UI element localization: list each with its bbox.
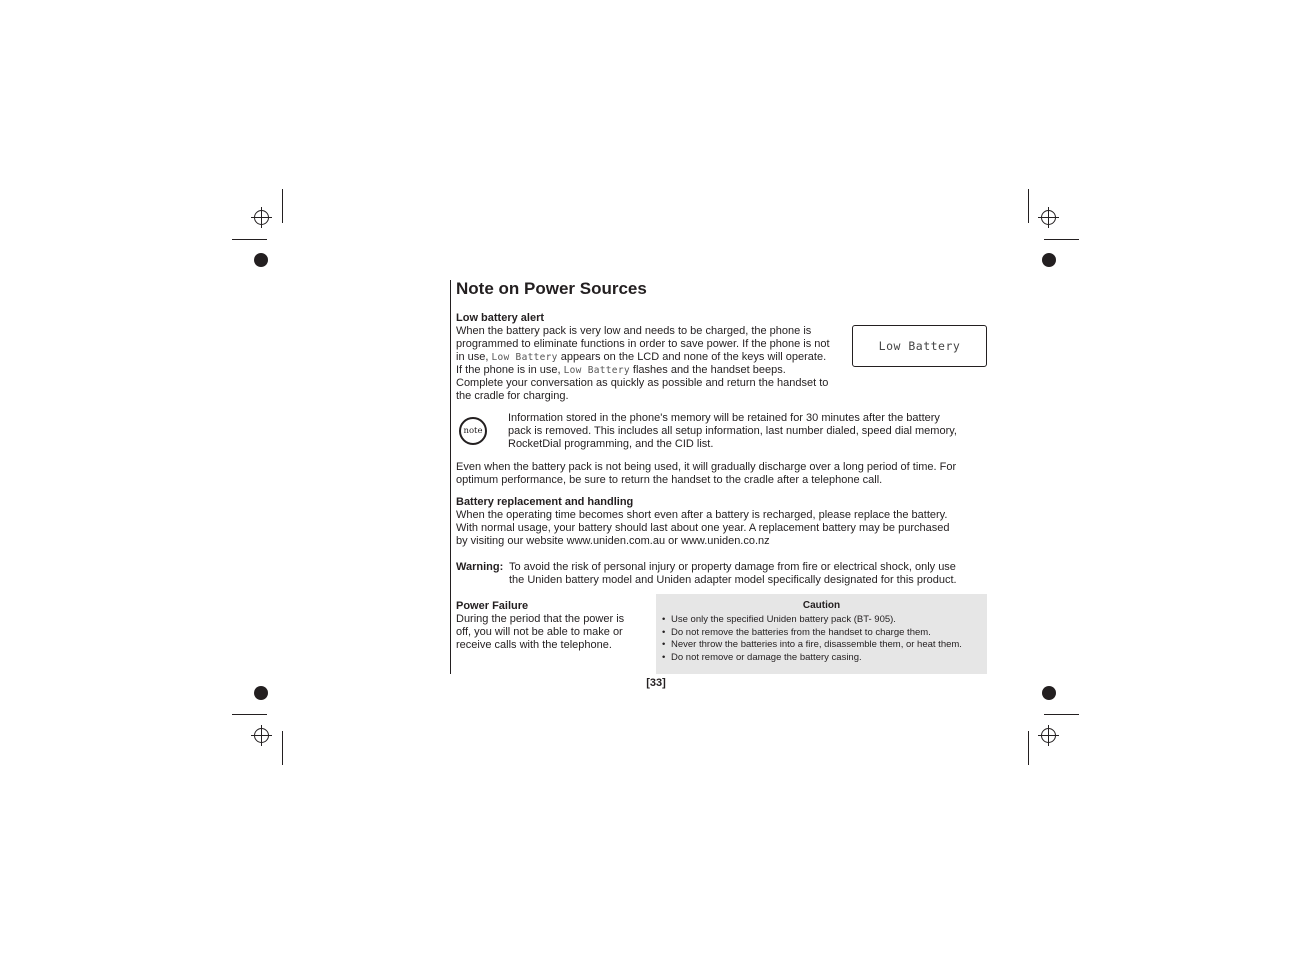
text-line: When the operating time becomes short even after a battery is recharged, please replace the battery.	[456, 509, 948, 521]
text-line: Even when the battery pack is not being used, it will gradually discharge over a long period of time. For	[456, 461, 957, 473]
lcd-inline-text: Low Battery	[491, 352, 558, 363]
text-line: To avoid the risk of personal injury or property damage from fire or electrical shock, only use	[509, 561, 956, 573]
crop-line	[1028, 731, 1029, 765]
note-text	[508, 412, 957, 451]
text-fragment: in use,	[456, 351, 492, 363]
crop-line	[282, 731, 283, 765]
caution-item: • Never throw the batteries into a fire, disassemble them, or heat them.	[662, 639, 987, 652]
low-battery-text	[456, 325, 830, 403]
text-fragment: If the phone is in use,	[456, 364, 564, 376]
registration-dot-icon	[1042, 253, 1056, 267]
text-line: optimum performance, be sure to return the handset to the cradle after a telephone call.	[456, 474, 883, 486]
text-line: RocketDial programming, and the CID list.	[508, 438, 714, 450]
text-fragment: appears on the LCD and none of the keys will operate.	[557, 351, 827, 363]
note-icon	[459, 417, 487, 445]
registration-mark-icon	[1038, 207, 1059, 228]
text-line: by visiting our website www.uniden.com.au or www.uniden.co.nz	[456, 535, 770, 547]
text-line: When the battery pack is very low and needs to be charged, the phone is	[456, 325, 812, 337]
text-line: the Uniden battery model and Uniden adapter model specifically designated for this product.	[509, 574, 957, 586]
warning-text	[509, 561, 957, 587]
caution-box	[656, 594, 987, 674]
page-number: [33]	[646, 677, 666, 689]
lcd-inline-text: Low Battery	[563, 365, 630, 376]
page-rule	[450, 280, 451, 674]
caution-item: • Use only the specified Uniden battery pack (BT- 905).	[662, 614, 987, 627]
caution-list	[656, 614, 987, 664]
crop-line	[232, 714, 267, 715]
crop-line	[232, 239, 267, 240]
lcd-display	[852, 325, 987, 367]
power-failure-heading: Power Failure	[456, 600, 529, 612]
text-line: the cradle for charging.	[456, 390, 569, 402]
low-battery-heading: Low battery alert	[456, 312, 545, 324]
text-line: receive calls with the telephone.	[456, 639, 612, 651]
caution-item: • Do not remove or damage the battery casing.	[662, 652, 987, 665]
text-line: Complete your conversation as quickly as possible and return the handset to	[456, 377, 829, 389]
crop-line	[1044, 239, 1079, 240]
replacement-text	[456, 509, 949, 548]
power-failure-text	[456, 613, 624, 652]
replacement-heading: Battery replacement and handling	[456, 496, 634, 508]
note-icon-label: note	[463, 426, 483, 436]
registration-mark-icon	[1038, 725, 1059, 746]
text-line	[456, 364, 830, 377]
caution-title: Caution	[802, 600, 841, 611]
crop-line	[282, 189, 283, 223]
crop-line	[1028, 189, 1029, 223]
page-title: Note on Power Sources	[456, 279, 647, 298]
registration-mark-icon	[251, 207, 272, 228]
text-line: programmed to eliminate functions in order to save power. If the phone is not	[456, 338, 830, 350]
caution-item: • Do not remove the batteries from the handset to charge them.	[662, 627, 987, 640]
crop-line	[1044, 714, 1079, 715]
lcd-display-text: Low Battery	[878, 339, 961, 353]
text-line: pack is removed. This includes all setup information, last number dialed, speed dial memory,	[508, 425, 957, 437]
registration-dot-icon	[254, 253, 268, 267]
text-line: off, you will not be able to make or	[456, 626, 623, 638]
warning-label: Warning:	[456, 561, 504, 573]
text-fragment: flashes and the handset beeps.	[629, 364, 786, 376]
text-line: With normal usage, your battery should last about one year. A replacement battery may be purchased	[456, 522, 950, 534]
discharge-text	[456, 461, 956, 487]
text-line	[456, 351, 830, 364]
registration-mark-icon	[251, 725, 272, 746]
text-line: Information stored in the phone's memory will be retained for 30 minutes after the battery	[508, 412, 940, 424]
text-line: During the period that the power is	[456, 613, 625, 625]
